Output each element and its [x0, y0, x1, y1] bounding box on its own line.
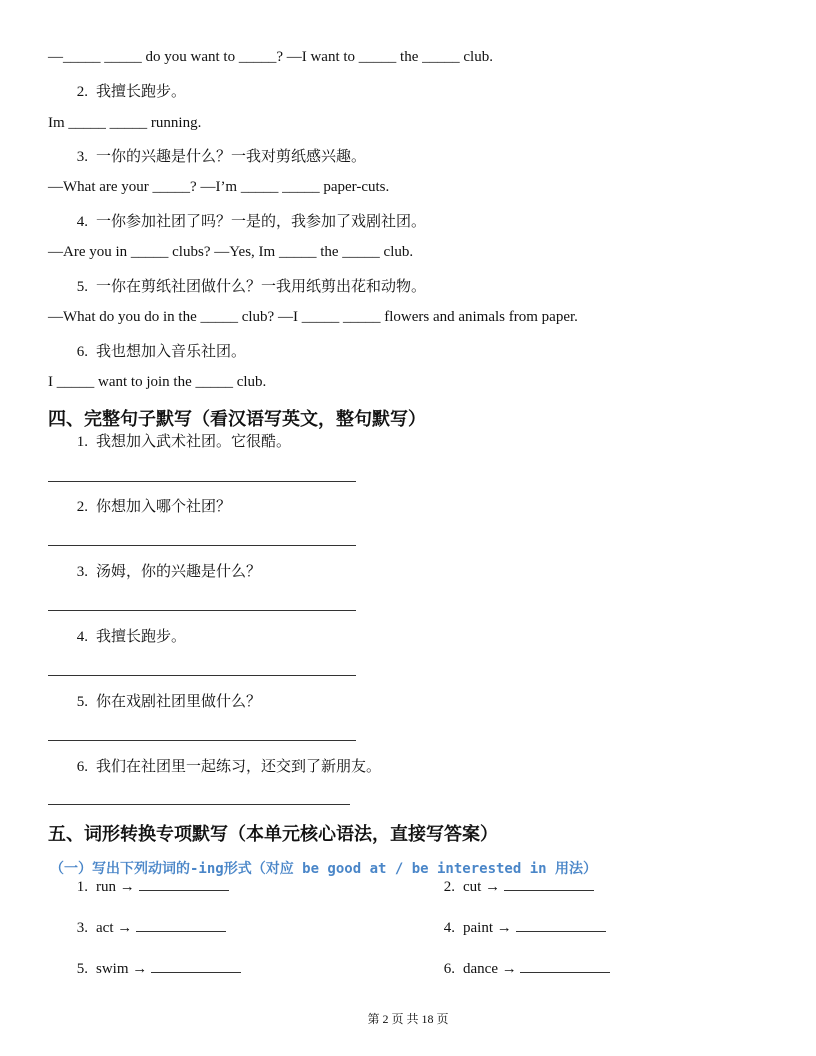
- s4-item-number: 4.: [76, 629, 88, 645]
- q4-number: 4.: [76, 214, 88, 230]
- q5-english-line: —What do you do in the _____ club? —I _____ _____ flowers and animals from paper.: [48, 309, 578, 325]
- s5-item-text: dance →: [463, 961, 517, 977]
- q5-number: 5.: [76, 279, 88, 295]
- answer-blank[interactable]: [504, 878, 594, 891]
- answer-blank[interactable]: [151, 960, 241, 973]
- section5-title: 五、词形转换专项默写（本单元核心语法，直接写答案）: [48, 824, 498, 845]
- s5-item-5: [68, 960, 241, 978]
- s5-item-3: [68, 919, 226, 937]
- s4-item-6: [68, 755, 381, 776]
- s5-item-6: [435, 960, 610, 978]
- s5-item-text: act →: [96, 920, 133, 936]
- s4-item-4: [68, 625, 186, 646]
- answer-blank[interactable]: [139, 878, 229, 891]
- s5-item-text: paint →: [463, 920, 512, 936]
- q4-english-line: —Are you in _____ clubs? —Yes, Im _____ the _____ club.: [48, 244, 414, 260]
- answer-line-5[interactable]: [48, 740, 356, 741]
- q3-chinese: 一你的兴趣是什么？一我对剪纸感兴趣。: [96, 149, 367, 165]
- answer-line-4[interactable]: [48, 675, 356, 676]
- q4-item: [68, 210, 426, 231]
- s4-item-text: 我想加入武术社团。它很酷。: [96, 434, 292, 450]
- answer-line-2[interactable]: [48, 545, 356, 546]
- s5-item-4: [435, 919, 606, 937]
- q1-english-line: —_____ _____ do you want to _____? —I want to _____ the _____ club.: [48, 49, 493, 65]
- s5-item-1: [68, 878, 229, 896]
- answer-blank[interactable]: [520, 960, 610, 973]
- q2-item: [68, 80, 186, 101]
- q3-english-line: —What are your _____? —I’m _____ _____ paper-cuts.: [48, 179, 390, 195]
- q6-number: 6.: [76, 344, 88, 360]
- q4-chinese: 一你参加社团了吗？一是的，我参加了戏剧社团。: [96, 214, 427, 230]
- s4-item-text: 我擅长跑步。: [96, 629, 187, 645]
- s4-item-2: [68, 495, 231, 516]
- s4-item-text: 我们在社团里一起练习，还交到了新朋友。: [96, 759, 382, 775]
- s4-item-text: 汤姆，你的兴趣是什么？: [96, 564, 262, 580]
- page-footer: 第 2 页 共 18 页: [367, 1012, 449, 1026]
- section4-title: 四、完整句子默写（看汉语写英文，整句默写）: [48, 409, 426, 430]
- s5-item-2: [435, 878, 594, 896]
- q3-item: [68, 145, 366, 166]
- s5-item-number: 1.: [76, 879, 88, 895]
- q2-number: 2.: [76, 84, 88, 100]
- q5-item: [68, 275, 426, 296]
- s5-item-text: cut →: [463, 879, 501, 895]
- answer-line-1[interactable]: [48, 481, 356, 482]
- s5-item-number: 3.: [76, 920, 88, 936]
- s4-item-number: 2.: [76, 499, 88, 515]
- answer-line-3[interactable]: [48, 610, 356, 611]
- q6-item: [68, 340, 246, 361]
- s4-item-number: 1.: [76, 434, 88, 450]
- q2-english-line: Im _____ _____ running.: [48, 115, 202, 131]
- s4-item-3: [68, 560, 261, 581]
- q5-chinese: 一你在剪纸社团做什么？一我用纸剪出花和动物。: [96, 279, 427, 295]
- answer-line-6[interactable]: [48, 804, 350, 805]
- q6-english-line: I _____ want to join the _____ club.: [48, 374, 267, 390]
- s4-item-number: 3.: [76, 564, 88, 580]
- q6-chinese: 我也想加入音乐社团。: [96, 344, 247, 360]
- s5-item-text: swim →: [96, 961, 148, 977]
- s5-item-number: 4.: [443, 920, 455, 936]
- s5-item-number: 6.: [443, 961, 455, 977]
- s4-item-5: [68, 690, 261, 711]
- q2-chinese: 我擅长跑步。: [96, 84, 187, 100]
- q3-number: 3.: [76, 149, 88, 165]
- section5-subtitle: （一）写出下列动词的-ing形式（对应 be good at / be interested in 用法）: [50, 861, 598, 877]
- s5-item-number: 2.: [443, 879, 455, 895]
- s4-item-number: 6.: [76, 759, 88, 775]
- s5-item-text: run →: [96, 879, 135, 895]
- s4-item-text: 你在戏剧社团里做什么？: [96, 694, 262, 710]
- answer-blank[interactable]: [516, 919, 606, 932]
- s4-item-1: [68, 430, 291, 451]
- s5-item-number: 5.: [76, 961, 88, 977]
- answer-blank[interactable]: [136, 919, 226, 932]
- s4-item-text: 你想加入哪个社团？: [96, 499, 232, 515]
- s4-item-number: 5.: [76, 694, 88, 710]
